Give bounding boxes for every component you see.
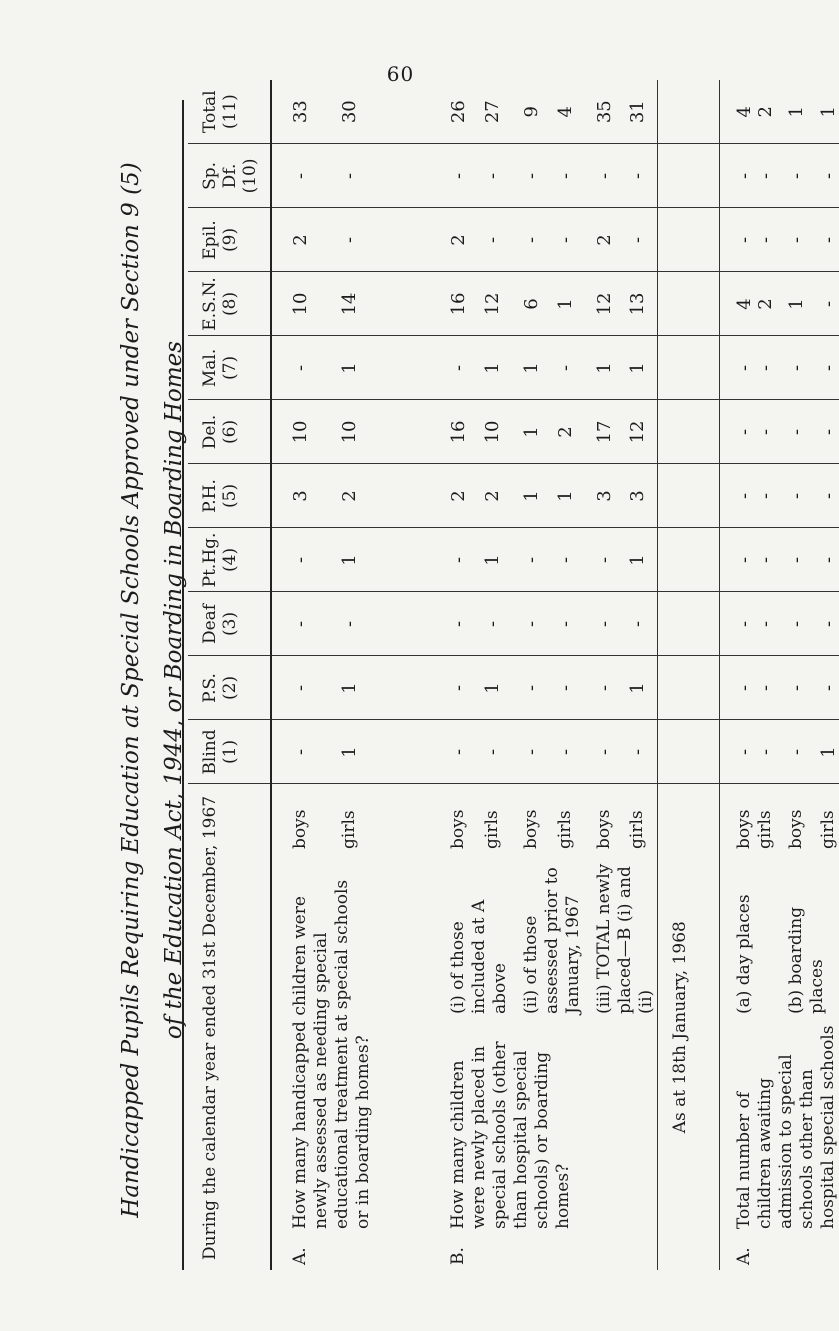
value-cell: 10 <box>271 400 339 464</box>
value-cell: 2 <box>434 464 482 528</box>
value-cell: - <box>482 208 511 272</box>
sub-row-label: (b) boarding places <box>786 906 827 1014</box>
value-cell: - <box>627 208 657 272</box>
value-cell: 12 <box>584 272 627 336</box>
value-cell: 1 <box>555 272 584 336</box>
value-cell: 1 <box>627 656 657 720</box>
value-cell: 1 <box>482 656 511 720</box>
value-cell: - <box>755 528 776 592</box>
heading-line-2: of the Education Act, 1944, or Boarding in Boarding Homes <box>161 340 187 1040</box>
value-cell: - <box>776 720 818 784</box>
sex-label: girls <box>627 810 648 849</box>
value-cell: 12 <box>627 400 657 464</box>
value-cell: - <box>776 656 818 720</box>
value-cell: 1 <box>339 528 374 592</box>
value-cell: - <box>555 528 584 592</box>
value-cell: - <box>271 656 339 720</box>
value-cell: - <box>555 656 584 720</box>
value-cell: 35 <box>584 80 627 144</box>
value-cell: - <box>818 144 839 208</box>
column-header-row <box>188 80 271 1270</box>
value-cell: - <box>720 336 756 400</box>
value-cell: 1 <box>776 80 818 144</box>
value-cell: 1 <box>627 336 657 400</box>
value-cell: 27 <box>482 80 511 144</box>
value-cell: 33 <box>271 80 339 144</box>
value-cell: - <box>434 144 482 208</box>
value-cell: - <box>776 208 818 272</box>
value-cell: - <box>720 656 756 720</box>
value-cell: 1 <box>511 336 555 400</box>
sex-label: boys <box>734 809 754 849</box>
value-cell: - <box>776 336 818 400</box>
value-cell: - <box>271 720 339 784</box>
value-cell: - <box>627 144 657 208</box>
value-cell: 1 <box>818 80 839 144</box>
value-cell: 6 <box>511 272 555 336</box>
value-cell: - <box>271 336 339 400</box>
sex-label: boys <box>786 809 806 849</box>
value-cell: 2 <box>755 272 776 336</box>
value-cell: - <box>434 336 482 400</box>
col-header-esn: E.S.N. (8) <box>188 272 271 336</box>
value-cell: 1 <box>818 720 839 784</box>
col-header-mal: Mal. (7) <box>188 336 271 400</box>
value-cell: - <box>555 208 584 272</box>
value-cell: - <box>271 144 339 208</box>
value-cell: - <box>755 464 776 528</box>
value-cell: - <box>482 592 511 656</box>
section-letter: A. <box>734 1247 754 1265</box>
col-header-spdf: Sp. Df. (10) <box>188 144 271 208</box>
row-label: How many children were newly placed in special schools (other than hospital special schools) or boarding homes? <box>448 1041 573 1229</box>
col-header-ph: P.H. (5) <box>188 464 271 528</box>
col-header-epil: Epil. (9) <box>188 208 271 272</box>
value-cell: 14 <box>339 272 374 336</box>
sub-row-label: (ii) of those assessed prior to January, 1967 <box>521 867 583 1014</box>
value-cell: 2 <box>482 464 511 528</box>
value-cell: - <box>818 272 839 336</box>
col-header-blind: Blind (1) <box>188 720 271 784</box>
sex-label: girls <box>338 810 359 849</box>
value-cell: - <box>339 144 374 208</box>
sex-label: boys <box>594 809 614 849</box>
value-cell: 2 <box>271 208 339 272</box>
value-cell: - <box>720 528 756 592</box>
value-cell: 2 <box>339 464 374 528</box>
value-cell: - <box>339 208 374 272</box>
col-header-pthg: Pt.Hg. (4) <box>188 528 271 592</box>
value-cell: - <box>776 400 818 464</box>
col-header-ps: P.S. (2) <box>188 656 271 720</box>
value-cell: 1 <box>482 336 511 400</box>
value-cell: 3 <box>271 464 339 528</box>
value-cell: 26 <box>434 80 482 144</box>
value-cell: - <box>555 144 584 208</box>
col-header-total: Total (11) <box>188 80 271 144</box>
section-letter: A. <box>290 1247 310 1265</box>
statistics-table-rotated <box>188 90 839 1270</box>
value-cell: 2 <box>434 208 482 272</box>
value-cell: 1 <box>511 400 555 464</box>
value-cell: 1 <box>584 336 627 400</box>
value-cell: - <box>818 592 839 656</box>
value-cell: 1 <box>339 720 374 784</box>
value-cell: - <box>755 592 776 656</box>
value-cell: - <box>584 720 627 784</box>
value-cell: 4 <box>720 80 756 144</box>
value-cell: - <box>555 720 584 784</box>
value-cell: 2 <box>584 208 627 272</box>
value-cell: - <box>511 144 555 208</box>
value-cell: - <box>627 720 657 784</box>
col-header-del: Del. (6) <box>188 400 271 464</box>
value-cell: - <box>720 400 756 464</box>
sex-label: boys <box>448 809 468 849</box>
heading-line-1: Handicapped Pupils Requiring Education at Special Schools Approved under Section 9 (5) <box>118 162 144 1218</box>
value-cell: - <box>818 208 839 272</box>
value-cell: 3 <box>584 464 627 528</box>
value-cell: - <box>511 528 555 592</box>
value-cell: - <box>584 144 627 208</box>
value-cell: - <box>755 720 776 784</box>
value-cell: - <box>434 656 482 720</box>
value-cell: - <box>818 528 839 592</box>
value-cell: 10 <box>482 400 511 464</box>
value-cell: - <box>584 528 627 592</box>
value-cell: 1 <box>339 336 374 400</box>
value-cell: - <box>339 592 374 656</box>
value-cell: - <box>271 528 339 592</box>
as-at-row <box>658 80 720 1270</box>
value-cell: 1 <box>511 464 555 528</box>
page-number: 60 <box>386 62 415 86</box>
value-cell: - <box>482 144 511 208</box>
value-cell: - <box>776 144 818 208</box>
value-cell: - <box>720 144 756 208</box>
row-label: Total number of children awaiting admission to special schools other than hospital special schools <box>734 1025 838 1229</box>
period-heading: During the calendar year ended 31st December, 1967 <box>188 784 271 1270</box>
value-cell: 2 <box>555 400 584 464</box>
value-cell: 9 <box>511 80 555 144</box>
value-cell: - <box>555 592 584 656</box>
value-cell: 30 <box>339 80 374 144</box>
value-cell: - <box>755 400 776 464</box>
value-cell: 1 <box>555 464 584 528</box>
value-cell: - <box>776 592 818 656</box>
value-cell: 4 <box>720 272 756 336</box>
value-cell: 31 <box>627 80 657 144</box>
sex-label: girls <box>482 810 503 849</box>
value-cell: - <box>720 592 756 656</box>
table-row <box>434 80 482 1270</box>
sex-label: boys <box>521 809 541 849</box>
sex-label: girls <box>818 810 838 849</box>
value-cell: - <box>755 208 776 272</box>
value-cell: - <box>818 656 839 720</box>
col-header-deaf: Deaf (3) <box>188 592 271 656</box>
value-cell: - <box>434 592 482 656</box>
value-cell: 10 <box>271 272 339 336</box>
value-cell: 13 <box>627 272 657 336</box>
value-cell: - <box>511 720 555 784</box>
value-cell: 12 <box>482 272 511 336</box>
value-cell: - <box>434 720 482 784</box>
value-cell: 17 <box>584 400 627 464</box>
value-cell: 4 <box>555 80 584 144</box>
as-at-label: As at 18th January, 1968 <box>658 784 720 1270</box>
value-cell: - <box>720 208 756 272</box>
value-cell: 1 <box>627 528 657 592</box>
value-cell: - <box>755 656 776 720</box>
value-cell: - <box>818 336 839 400</box>
value-cell: 16 <box>434 272 482 336</box>
table-row <box>720 80 756 1270</box>
value-cell: 1 <box>482 528 511 592</box>
value-cell: - <box>818 400 839 464</box>
value-cell: - <box>511 656 555 720</box>
value-cell: - <box>555 336 584 400</box>
value-cell: 16 <box>434 400 482 464</box>
value-cell: 10 <box>339 400 374 464</box>
sub-row-label: (a) day places <box>734 894 754 1014</box>
value-cell: - <box>271 592 339 656</box>
value-cell: 3 <box>627 464 657 528</box>
value-cell: - <box>584 592 627 656</box>
value-cell: - <box>482 720 511 784</box>
value-cell: - <box>755 336 776 400</box>
sex-label: boys <box>290 809 310 849</box>
value-cell: - <box>511 208 555 272</box>
value-cell: - <box>776 464 818 528</box>
sub-row-label: (i) of those included at A above <box>448 899 510 1014</box>
value-cell: 1 <box>339 656 374 720</box>
value-cell: - <box>720 464 756 528</box>
spacer-row <box>374 80 434 1270</box>
sub-row-label: (iii) TOTAL newly placed—B (i) and (ii) <box>594 863 656 1014</box>
value-cell: 1 <box>776 272 818 336</box>
statistics-table <box>188 80 839 1270</box>
value-cell: - <box>776 528 818 592</box>
sex-label: girls <box>554 810 575 849</box>
value-cell: - <box>818 464 839 528</box>
table-row <box>271 80 339 1270</box>
value-cell: - <box>627 592 657 656</box>
sex-label: girls <box>755 810 775 849</box>
value-cell: - <box>755 144 776 208</box>
section-letter: B. <box>448 1247 468 1265</box>
value-cell: - <box>511 592 555 656</box>
row-label: How many handicapped children were newly assessed as needing special educational treatment at special schools or in boarding homes? <box>290 879 373 1229</box>
value-cell: 2 <box>755 80 776 144</box>
value-cell: - <box>720 720 756 784</box>
value-cell: - <box>584 656 627 720</box>
value-cell: - <box>434 528 482 592</box>
